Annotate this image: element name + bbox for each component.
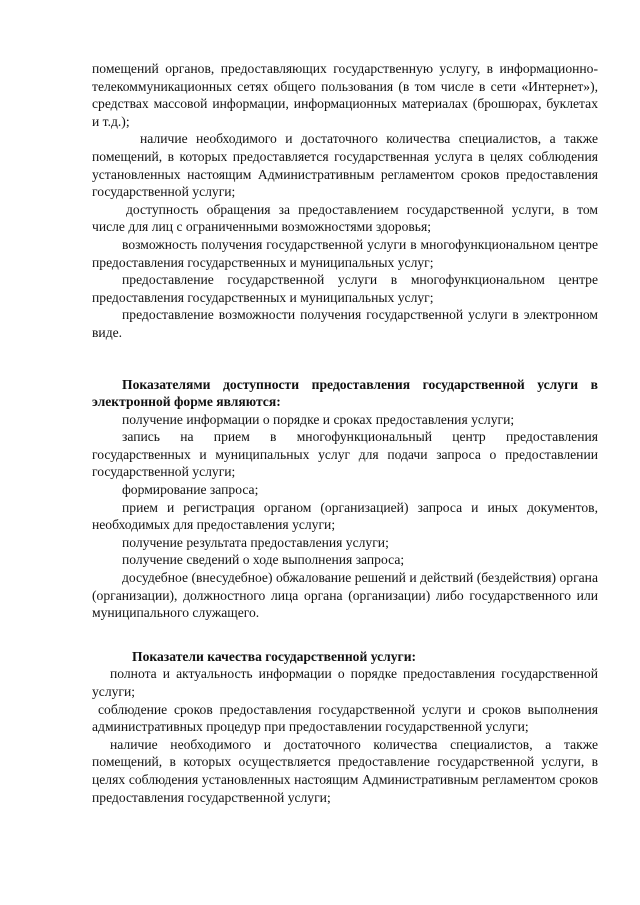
paragraph-specialists-availability: наличие необходимого и достаточного количества специалистов, а также помещений, в которых предоставляется государственная услуга в целях соблюдения установленных настоящим Административным регламентом сроков предоставления государственной услуги;	[92, 131, 598, 200]
section-spacer	[92, 622, 598, 648]
list-item-progress-info: получение сведений о ходе выполнения запроса;	[122, 552, 405, 568]
list-item-mfc-appointment: запись на прием в многофункциональный центр предоставления государственных и муниципальных услуг для подачи запроса о предоставлении государственной услуги;	[92, 429, 598, 480]
list-item-completeness: полнота и актуальность информации о порядке предоставления государственной услуги;	[92, 666, 598, 699]
list-item-request-registration: прием и регистрация органом (организацией) запроса и иных документов, необходимых для предоставления услуги;	[92, 499, 598, 533]
paragraph-info-placement: помещений органов, предоставляющих государственную услугу, в информационно-телекоммуникационных сетях общего пользования (в том числе в сети «Интернет»), средствах массовой информации, информационных материалах (брошюрах, буклетах и т.д.);	[92, 61, 598, 129]
list-item-info-order: получение информации о порядке и сроках предоставления услуги;	[122, 411, 515, 427]
section-heading-electronic-access: Показателями доступности предоставления государственной услуги в электронной форме являются:	[92, 376, 598, 410]
section-heading-quality: Показатели качества государственной услуги:	[132, 648, 417, 664]
list-item-appeal: досудебное (внесудебное) обжалование решений и действий (бездействия) органа (организации), должностного лица органа (организации) либо государственного или муниципального служащего.	[92, 570, 598, 621]
section-spacer	[92, 342, 598, 376]
list-item-result-receiving: получение результата предоставления услуги;	[122, 534, 389, 550]
list-item-deadlines: соблюдение сроков предоставления государственной услуги и сроков выполнения административных процедур при предоставлении государственной услуги;	[92, 701, 598, 735]
paragraph-mfc-provision: предоставление государственной услуги в многофункциональном центре предоставления государственных и муниципальных услуг;	[92, 272, 598, 305]
paragraph-access-disabled: доступность обращения за предоставлением государственной услуги, в том числе для лиц с ограниченными возможностями здоровья;	[92, 201, 598, 235]
paragraph-electronic-possibility: предоставление возможности получения государственной услуги в электронном виде.	[92, 307, 598, 340]
list-item-request-forming: формирование запроса;	[122, 482, 259, 498]
paragraph-mfc-possibility: возможность получения государственной услуги в многофункциональном центре предоставления государственных и муниципальных услуг;	[92, 236, 598, 270]
document-page	[92, 60, 598, 806]
list-item-specialists: наличие необходимого и достаточного количества специалистов, а также помещений, в которых осуществляется предоставление государственной услуги, в целях соблюдения установленных настоящим Административным регламентом сроков предоставления государственной услуги;	[92, 736, 598, 805]
